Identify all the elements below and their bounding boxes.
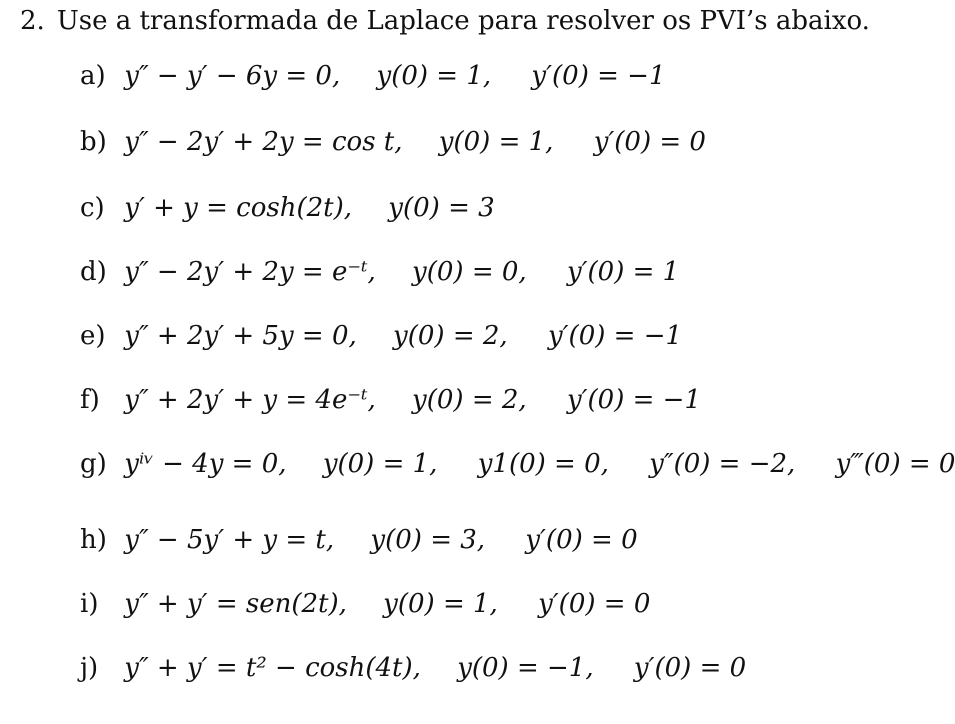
item-label: i): [80, 589, 99, 619]
initial-condition: y(0) = 3,: [370, 525, 486, 555]
item-e: [80, 318, 682, 354]
initial-condition: y‴(0) = 0: [835, 449, 955, 479]
initial-condition: y′(0) = −1: [547, 321, 683, 351]
initial-condition: y′(0) = −1: [531, 61, 666, 91]
item-label: h): [80, 525, 107, 555]
item-g: [80, 446, 955, 482]
item-a: [80, 58, 665, 94]
item-equation: yⁱᵛ − 4y = 0,: [124, 449, 287, 479]
item-label: d): [80, 257, 107, 287]
initial-condition: y1(0) = 0,: [477, 449, 609, 479]
item-f: [80, 382, 701, 418]
item-label: a): [80, 61, 106, 91]
initial-condition: y′(0) = −1: [566, 385, 701, 415]
item-equation: y″ − 2y′ + 2y = cos t,: [124, 127, 403, 157]
item-label: e): [80, 321, 106, 351]
initial-condition: y′(0) = 0: [593, 127, 706, 157]
exercise-number: 2.: [20, 6, 45, 36]
item-label: j): [80, 653, 99, 683]
item-d: [80, 254, 679, 290]
initial-condition: y′(0) = 1: [566, 257, 680, 287]
initial-condition: y(0) = 1,: [383, 589, 498, 619]
item-equation: y″ + y′ = sen(2t),: [124, 589, 347, 619]
initial-condition: y′(0) = 0: [525, 525, 638, 555]
initial-condition: y(0) = 1,: [322, 449, 438, 479]
item-label: c): [80, 193, 105, 223]
exercise-instruction: Use a transformada de Laplace para resolver os PVI’s abaixo.: [56, 6, 870, 36]
item-equation: y″ − y′ − 6y = 0,: [124, 61, 341, 91]
initial-condition: y″(0) = −2,: [649, 449, 796, 479]
item-equation: y″ + 2y′ + 5y = 0,: [124, 321, 357, 351]
item-j: [80, 650, 746, 686]
item-label: b): [80, 127, 107, 157]
exercise-heading: [20, 4, 870, 38]
item-equation: y″ + 2y′ + y = 4e⁻ᵗ,: [124, 385, 376, 415]
item-h: [80, 522, 638, 558]
item-equation: y″ − 2y′ + 2y = e⁻ᵗ,: [124, 257, 376, 287]
item-equation: y′ + y = cosh(2t),: [124, 193, 353, 223]
item-equation: y″ + y′ = t² − cosh(4t),: [124, 653, 421, 683]
initial-condition: y(0) = 3: [388, 193, 495, 223]
item-label: g): [80, 449, 107, 479]
item-b: [80, 124, 706, 160]
item-equation: y″ − 5y′ + y = t,: [124, 525, 335, 555]
initial-condition: y(0) = 2,: [393, 321, 508, 351]
initial-condition: y′(0) = 0: [538, 589, 651, 619]
initial-condition: y(0) = 1,: [376, 61, 492, 91]
item-c: [80, 190, 495, 226]
initial-condition: y(0) = 1,: [438, 127, 554, 157]
initial-condition: y(0) = 2,: [412, 385, 527, 415]
item-i: [80, 586, 650, 622]
initial-condition: y(0) = 0,: [412, 257, 527, 287]
initial-condition: y′(0) = 0: [633, 653, 747, 683]
item-label: f): [80, 385, 100, 415]
initial-condition: y(0) = −1,: [457, 653, 594, 683]
